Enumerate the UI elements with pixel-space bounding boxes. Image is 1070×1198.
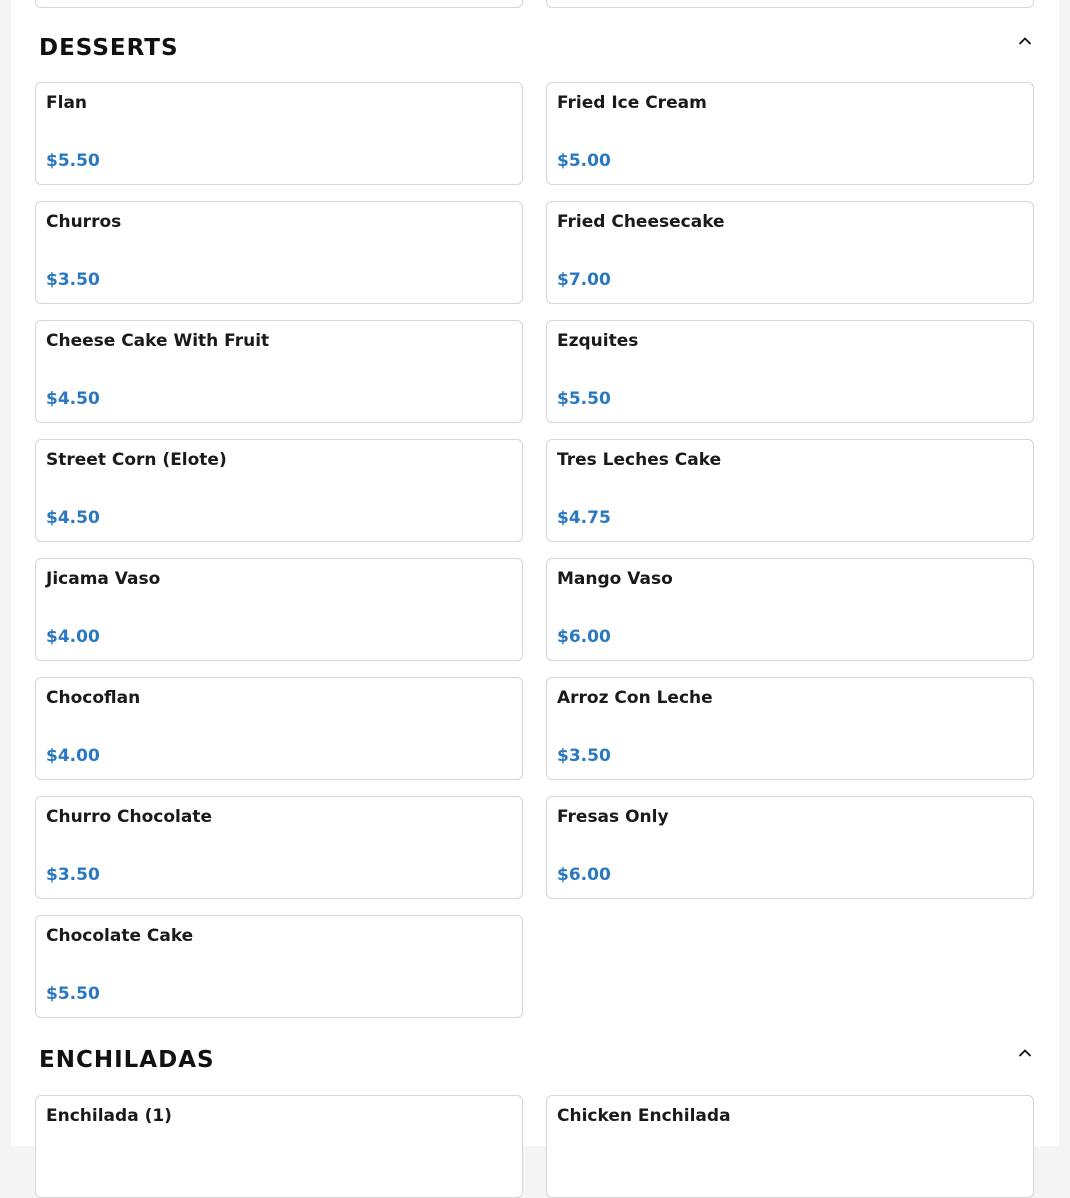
item-price: $3.50 — [557, 746, 611, 766]
menu-item-card[interactable] — [35, 796, 523, 899]
menu-items-grid — [35, 1095, 1034, 1198]
menu-item-card[interactable] — [35, 558, 523, 661]
item-price: $4.00 — [46, 746, 100, 766]
item-price: $3.50 — [46, 270, 100, 290]
menu-item-card[interactable] — [546, 1095, 1034, 1198]
menu-item-card[interactable] — [546, 201, 1034, 304]
menu-item-card[interactable] — [35, 201, 523, 304]
item-name: Fresas Only — [557, 807, 669, 827]
section-title: ENCHILADAS — [39, 1047, 215, 1073]
item-name: Ezquites — [557, 331, 639, 351]
menu-item-card[interactable] — [546, 439, 1034, 542]
item-name: Cheese Cake With Fruit — [46, 331, 270, 351]
item-price: $5.00 — [557, 151, 611, 171]
menu-items-grid — [35, 82, 1034, 1018]
item-price: $6.00 — [557, 865, 611, 885]
item-name: Tres Leches Cake — [557, 450, 722, 470]
item-name: Street Corn (Elote) — [46, 450, 227, 470]
item-name: Arroz Con Leche — [557, 688, 713, 708]
menu-item-card[interactable] — [35, 915, 523, 1018]
menu-item-card[interactable] — [546, 796, 1034, 899]
item-name: Churros — [46, 212, 122, 232]
menu-page — [11, 0, 1059, 1146]
collapse-section-button[interactable] — [1013, 1041, 1037, 1065]
item-name: Fried Ice Cream — [557, 93, 707, 113]
item-price: $6.00 — [557, 627, 611, 647]
item-name: Mango Vaso — [557, 569, 673, 589]
item-name: Flan — [46, 93, 88, 113]
menu-item-card[interactable] — [35, 677, 523, 780]
item-price: $4.75 — [557, 508, 611, 528]
chevron-up-icon — [1017, 33, 1033, 49]
collapse-section-button[interactable] — [1013, 29, 1037, 53]
item-name: Chocoflan — [46, 688, 141, 708]
menu-item-card[interactable] — [546, 558, 1034, 661]
item-name: Jicama Vaso — [46, 569, 161, 589]
item-price: $7.00 — [557, 270, 611, 290]
section-title: DESSERTS — [39, 35, 179, 61]
item-name: Chicken Enchilada — [557, 1106, 731, 1126]
menu-item-card[interactable] — [546, 82, 1034, 185]
item-price: $5.50 — [557, 389, 611, 409]
item-price: $4.00 — [46, 627, 100, 647]
previous-item-card[interactable] — [546, 0, 1034, 8]
menu-item-card[interactable] — [35, 439, 523, 542]
menu-item-card[interactable] — [35, 320, 523, 423]
item-price: $5.50 — [46, 151, 100, 171]
item-name: Churro Chocolate — [46, 807, 213, 827]
item-price: $4.50 — [46, 508, 100, 528]
item-price: $3.50 — [46, 865, 100, 885]
item-name: Enchilada (1) — [46, 1106, 172, 1126]
item-price: $5.50 — [46, 984, 100, 1004]
menu-item-card[interactable] — [546, 677, 1034, 780]
item-name: Chocolate Cake — [46, 926, 194, 946]
item-name: Fried Cheesecake — [557, 212, 725, 232]
chevron-up-icon — [1017, 1045, 1033, 1061]
menu-item-card[interactable] — [35, 1095, 523, 1198]
menu-item-card[interactable] — [35, 82, 523, 185]
previous-item-card[interactable] — [35, 0, 523, 8]
menu-item-card[interactable] — [546, 320, 1034, 423]
item-price: $4.50 — [46, 389, 100, 409]
